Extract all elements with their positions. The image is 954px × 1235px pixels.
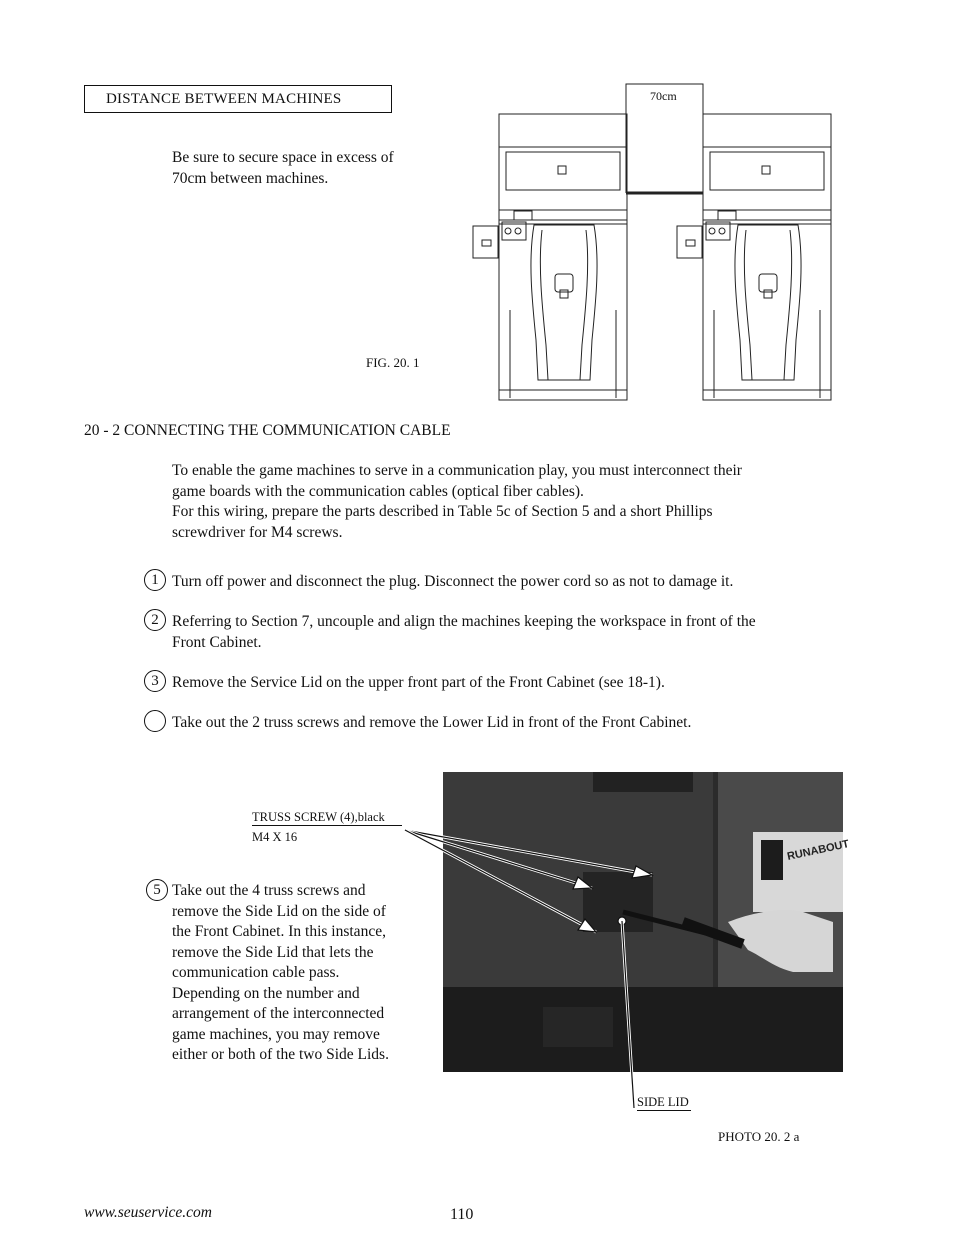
step-line: Depending on the number and bbox=[172, 984, 360, 1002]
step-4-text: Take out the 2 truss screws and remove the Lower Lid in front of the Front Cabinet. bbox=[172, 714, 692, 731]
figure-caption: FIG. 20. 1 bbox=[366, 355, 420, 370]
step-number-5: 5 bbox=[146, 879, 168, 901]
step-3-text: Remove the Service Lid on the upper front part of the Front Cabinet (see 18-1). bbox=[172, 674, 665, 691]
section-paragraph bbox=[172, 461, 742, 543]
step-number-4 bbox=[144, 710, 166, 732]
step-line: Front Cabinet. bbox=[172, 633, 262, 651]
intro-line: Be sure to secure space in excess of bbox=[172, 149, 394, 166]
footer-url: www.seuservice.com bbox=[84, 1204, 212, 1221]
paragraph-line: To enable the game machines to serve in a communication play, you must interconnect their bbox=[172, 462, 742, 479]
page-number: 110 bbox=[450, 1206, 474, 1223]
photo-caption: PHOTO 20. 2 a bbox=[718, 1129, 800, 1144]
paragraph-line: game boards with the communication cables (optical fiber cables). bbox=[172, 482, 584, 500]
step-line: remove the Side Lid on the side of bbox=[172, 902, 386, 920]
intro-line: 70cm between machines. bbox=[172, 169, 329, 187]
machine-left bbox=[473, 114, 627, 400]
section-heading: 20 - 2 CONNECTING THE COMMUNICATION CABLE bbox=[84, 422, 451, 439]
step-line: arrangement of the interconnected bbox=[172, 1005, 385, 1022]
intro-text bbox=[172, 148, 394, 189]
section-title-box: DISTANCE BETWEEN MACHINES bbox=[84, 85, 392, 113]
step-line: communication cable pass. bbox=[172, 964, 340, 981]
step-5-text bbox=[172, 881, 389, 1066]
paragraph-line: For this wiring, prepare the parts described in Table 5c of Section 5 and a short Phillips bbox=[172, 503, 713, 520]
sign-text: RUNABOUT bbox=[786, 838, 851, 863]
truss-screw-size: M4 X 16 bbox=[252, 830, 298, 844]
step-line: Take out the 4 truss screws and bbox=[172, 882, 366, 899]
truss-screw-callout: TRUSS SCREW (4),black bbox=[252, 810, 402, 826]
dimension-label: 70cm bbox=[650, 89, 677, 103]
side-lid-callout: SIDE LID bbox=[637, 1095, 689, 1109]
step-line: game machines, you may remove bbox=[172, 1025, 380, 1043]
step-number-1: 1 bbox=[144, 569, 166, 591]
callout-arrows bbox=[400, 820, 670, 1120]
step-line: either or both of the two Side Lids. bbox=[172, 1046, 389, 1063]
step-number-2: 2 bbox=[144, 609, 166, 631]
machines-diagram bbox=[470, 80, 840, 405]
paragraph-line: screwdriver for M4 screws. bbox=[172, 523, 343, 541]
step-1-text: Turn off power and disconnect the plug. Disconnect the power cord so as not to damage it. bbox=[172, 573, 734, 590]
step-line: Referring to Section 7, uncouple and align the machines keeping the workspace in front of the bbox=[172, 613, 756, 630]
machine-right bbox=[677, 114, 831, 400]
step-line: remove the Side Lid that lets the bbox=[172, 943, 374, 961]
step-number-3: 3 bbox=[144, 670, 166, 692]
step-line: the Front Cabinet. In this instance, bbox=[172, 923, 386, 940]
step-2-text bbox=[172, 612, 756, 653]
